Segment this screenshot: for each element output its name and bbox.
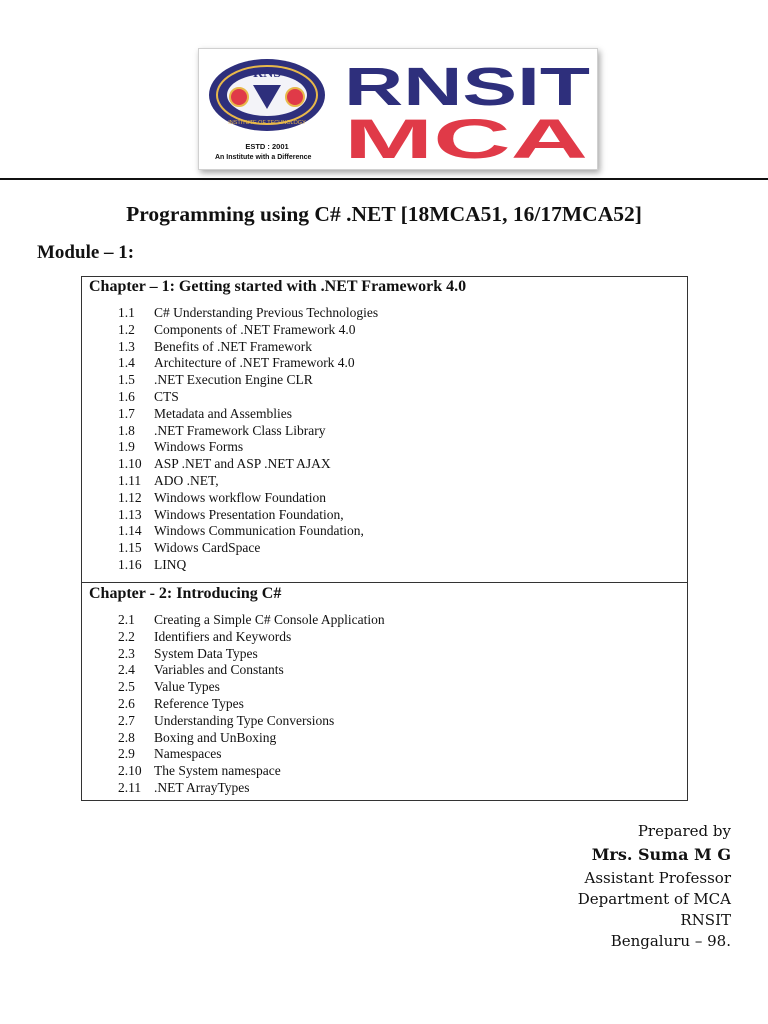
topic-text: Windows Communication Foundation,	[154, 523, 364, 539]
topic-item	[118, 389, 378, 406]
topic-text: Identifiers and Keywords	[154, 628, 292, 644]
author-designation: Assistant Professor	[584, 869, 731, 887]
topic-text: Windows Presentation Foundation,	[154, 506, 344, 522]
topic-number: 2.8	[118, 729, 135, 745]
topic-number: 2.10	[118, 763, 142, 779]
topic-item	[118, 730, 385, 747]
topic-text: Creating a Simple C# Console Application	[154, 612, 385, 627]
topic-item	[118, 355, 378, 372]
topic-item	[118, 439, 378, 456]
topic-number: 2.6	[118, 695, 135, 711]
topic-text: Benefits of .NET Framework	[154, 338, 312, 354]
topic-item	[118, 423, 378, 440]
topic-text: C# Understanding Previous Technologies	[154, 305, 379, 320]
emblem-ring-text: INSTITUTE OF TECHNOLOGY	[228, 120, 306, 126]
topic-text: .NET Execution Engine CLR	[154, 372, 313, 388]
chapter-1-section	[82, 277, 687, 583]
author-department: Department of MCA	[577, 890, 731, 908]
topic-number: 1.10	[118, 456, 142, 472]
topic-item	[118, 662, 385, 679]
topic-text: Boxing and UnBoxing	[154, 729, 277, 745]
topic-number: 1.11	[118, 472, 142, 488]
chapter-title: Chapter - 2: Introducing C#	[89, 585, 282, 602]
emblem-icon	[209, 59, 325, 131]
topic-number: 1.1	[118, 305, 135, 320]
topic-item	[118, 507, 378, 524]
topic-item	[118, 540, 378, 557]
topic-number: 1.7	[118, 405, 135, 421]
topic-number: 1.12	[118, 489, 142, 505]
tagline-text: An Institute with a Difference	[215, 154, 312, 161]
topic-text: Variables and Constants	[154, 662, 284, 678]
topic-item	[118, 646, 385, 663]
topic-text: Understanding Type Conversions	[154, 712, 335, 728]
author-name: Mrs. Suma M G	[591, 845, 731, 864]
institute-logo	[198, 48, 598, 170]
topic-number: 2.2	[118, 628, 135, 644]
topic-item	[118, 629, 385, 646]
author-block	[578, 820, 731, 952]
topic-text: System Data Types	[154, 645, 258, 661]
topic-number: 1.6	[118, 388, 135, 404]
topic-text: Value Types	[154, 679, 220, 695]
wordmark-rnsit: RNSIT	[344, 57, 591, 117]
topic-number: 1.8	[118, 422, 135, 438]
topic-text: Namespaces	[154, 746, 222, 762]
established-text: ESTD : 2001	[245, 142, 289, 151]
topic-text: ASP .NET and ASP .NET AJAX	[154, 456, 331, 472]
document-title: Programming using C# .NET [18MCA51, 16/17MCA52]	[126, 202, 642, 226]
topic-number: 1.5	[118, 372, 135, 388]
topic-item	[118, 612, 385, 629]
topic-text: The System namespace	[154, 763, 281, 779]
topic-text: ADO .NET,	[154, 472, 219, 488]
topic-text: .NET ArrayTypes	[154, 779, 250, 795]
topic-number: 2.5	[118, 679, 135, 695]
topic-item	[118, 305, 378, 322]
topic-number: 1.4	[118, 355, 135, 371]
topic-number: 2.4	[118, 662, 135, 678]
topic-item	[118, 456, 378, 473]
topic-item	[118, 372, 378, 389]
topic-number: 2.7	[118, 712, 135, 728]
prepared-by-label: Prepared by	[637, 822, 731, 840]
topic-list	[118, 305, 378, 574]
topic-list	[118, 612, 385, 797]
topic-number: 1.2	[118, 321, 135, 337]
topic-number: 1.15	[118, 540, 142, 556]
wordmark-mca: MCA	[344, 107, 588, 169]
topic-text: Reference Types	[154, 695, 244, 711]
topic-item	[118, 473, 378, 490]
topic-number: 2.3	[118, 645, 135, 661]
topic-text: Windows Forms	[154, 439, 244, 455]
topic-number: 1.9	[118, 439, 135, 455]
topic-number: 1.16	[118, 556, 142, 572]
topic-item	[118, 763, 385, 780]
topic-text: Components of .NET Framework 4.0	[154, 321, 356, 337]
topic-text: .NET Framework Class Library	[154, 422, 326, 438]
topic-item	[118, 780, 385, 797]
topic-number: 1.3	[118, 338, 135, 354]
topic-item	[118, 339, 378, 356]
chapter-2-section	[82, 583, 687, 800]
topic-text: Windows workflow Foundation	[154, 489, 326, 505]
topic-number: 1.13	[118, 506, 142, 522]
syllabus-table	[81, 276, 688, 801]
topic-text: CTS	[154, 388, 179, 404]
topic-item	[118, 713, 385, 730]
author-city: Bengaluru – 98.	[610, 932, 731, 950]
chapter-title: Chapter – 1: Getting started with .NET Framework 4.0	[89, 278, 467, 295]
topic-item	[118, 746, 385, 763]
topic-item	[118, 322, 378, 339]
topic-text: Widows CardSpace	[154, 540, 261, 556]
author-institute: RNSIT	[680, 911, 731, 929]
topic-item	[118, 523, 378, 540]
topic-number: 1.14	[118, 523, 142, 539]
header-divider	[0, 178, 768, 180]
topic-item	[118, 679, 385, 696]
module-heading: Module – 1:	[37, 242, 135, 263]
topic-item	[118, 490, 378, 507]
topic-item	[118, 696, 385, 713]
topic-number: 2.11	[118, 779, 142, 795]
logo-graphic	[199, 49, 597, 169]
topic-number: 2.9	[118, 746, 135, 762]
topic-item	[118, 406, 378, 423]
topic-text: Metadata and Assemblies	[154, 405, 292, 421]
emblem-text: RNS	[252, 66, 282, 81]
topic-number: 2.1	[118, 612, 135, 627]
topic-item	[118, 557, 378, 574]
topic-text: Architecture of .NET Framework 4.0	[154, 355, 355, 371]
topic-text: LINQ	[154, 556, 187, 572]
